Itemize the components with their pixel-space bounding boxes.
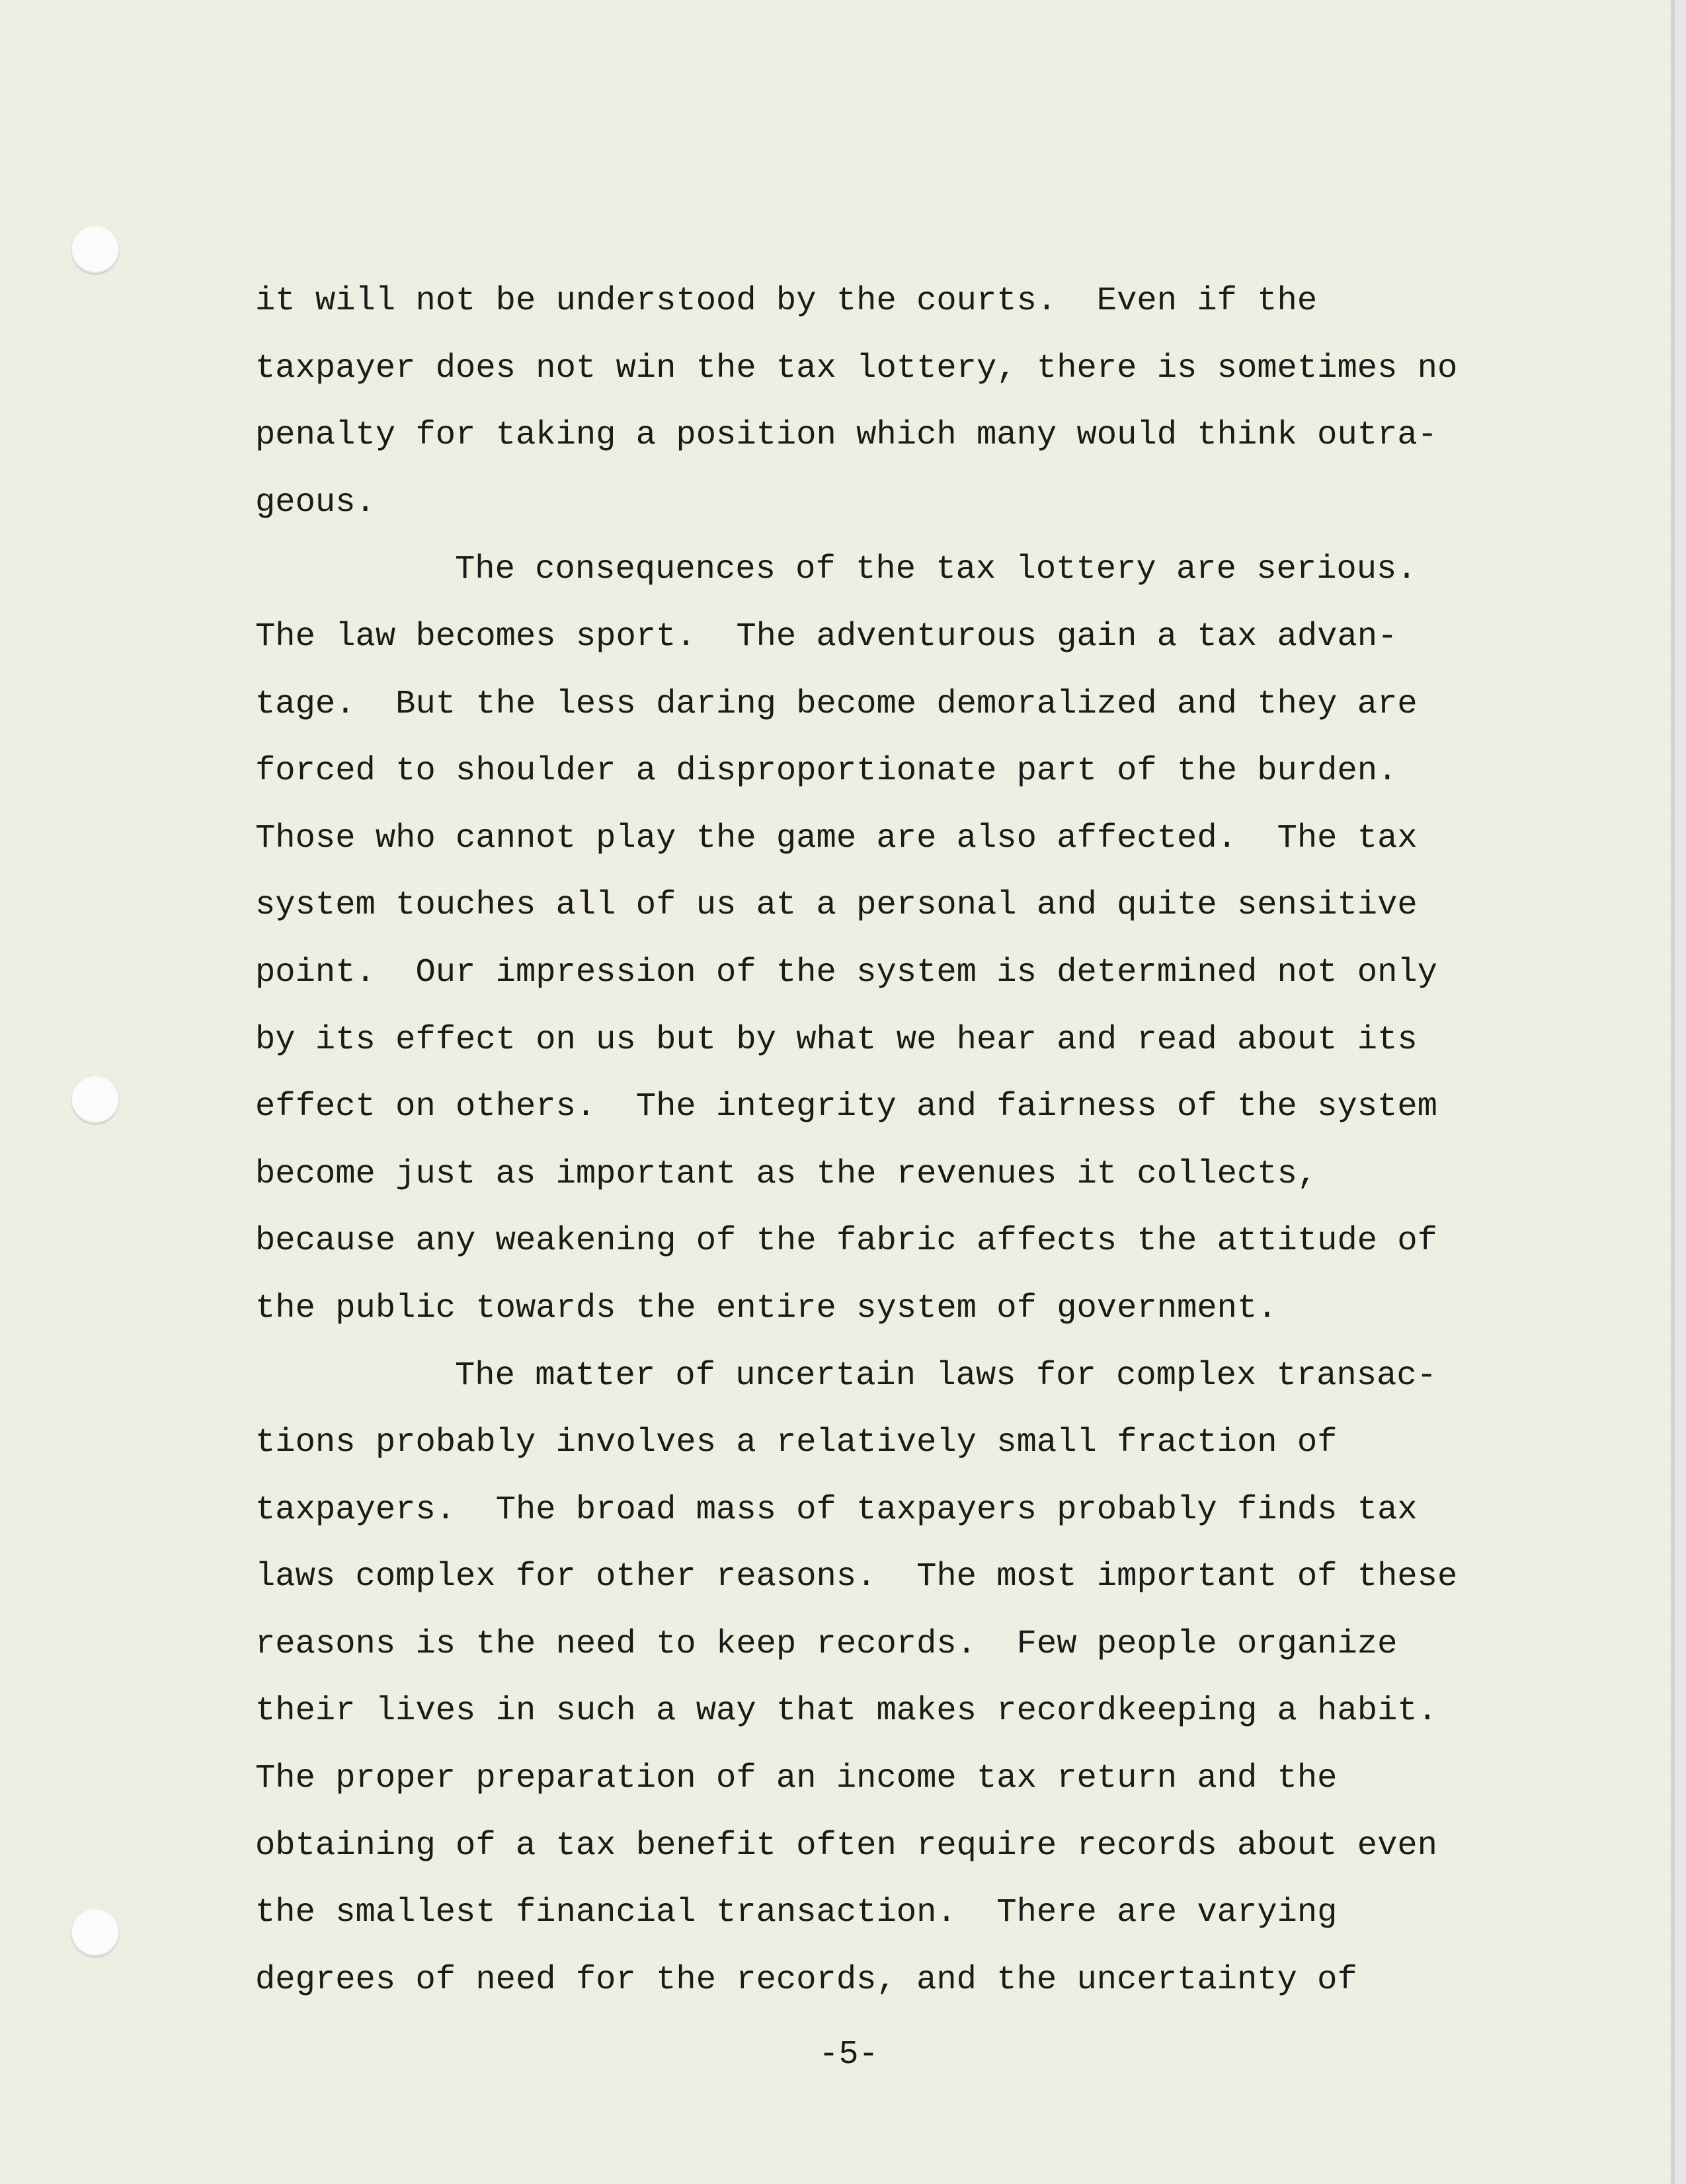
text-line: become just as important as the revenues it collects, [255, 1155, 1318, 1193]
text-line: system touches all of us at a personal and quite sensitive [255, 886, 1418, 925]
text-line: effect on others. The integrity and fairness of the system [255, 1088, 1437, 1126]
paragraph [255, 1351, 1457, 2023]
text-line: taxpayer does not win the tax lottery, there is sometimes no [255, 349, 1458, 387]
text-line: Those who cannot play the game are also affected. The tax [255, 819, 1418, 857]
text-line: reasons is the need to keep records. Few people organize [255, 1625, 1398, 1663]
text-line: because any weakening of the fabric affects the attitude of [255, 1222, 1437, 1261]
body-text [255, 276, 1457, 2022]
text-line: point. Our impression of the system is determined not only [255, 953, 1437, 992]
text-line: The law becomes sport. The adventurous gain a tax advan- [255, 617, 1398, 656]
text-line: by its effect on us but by what we hear and read about its [255, 1021, 1418, 1059]
paragraph [255, 276, 1457, 545]
text-line: The consequences of the tax lottery are serious. [455, 551, 1417, 589]
text-line: the smallest financial transaction. There are varying [255, 1894, 1338, 1932]
scan-edge [1671, 0, 1686, 2184]
text-line: penalty for taking a position which many would think outra- [255, 416, 1437, 455]
text-line: degrees of need for the records, and the uncertainty of [255, 1961, 1357, 1999]
text-line: obtaining of a tax benefit often require records about even [255, 1826, 1437, 1865]
text-line: The matter of uncertain laws for complex transac- [455, 1356, 1437, 1395]
binder-hole-bottom [71, 1909, 119, 1957]
binder-hole-top [71, 226, 119, 274]
text-line: forced to shoulder a disproportionate part of the burden. [255, 752, 1398, 791]
text-line: tions probably involves a relatively small fraction of [255, 1424, 1338, 1462]
text-line: the public towards the entire system of government. [255, 1289, 1277, 1327]
text-line: it will not be understood by the courts. Even if the [255, 282, 1318, 320]
text-line: tage. But the less daring become demoralized and they are [255, 685, 1418, 723]
text-line: their lives in such a way that makes recordkeeping a habit. [255, 1692, 1437, 1731]
text-line: geous. [255, 483, 376, 522]
paragraph [255, 545, 1457, 1350]
text-line: laws complex for other reasons. The most important of these [255, 1558, 1458, 1596]
binder-hole-middle [71, 1076, 119, 1124]
page-number: -5- [819, 2036, 879, 2074]
text-line: The proper preparation of an income tax return and the [255, 1760, 1338, 1798]
text-line: taxpayers. The broad mass of taxpayers probably finds tax [255, 1491, 1418, 1529]
